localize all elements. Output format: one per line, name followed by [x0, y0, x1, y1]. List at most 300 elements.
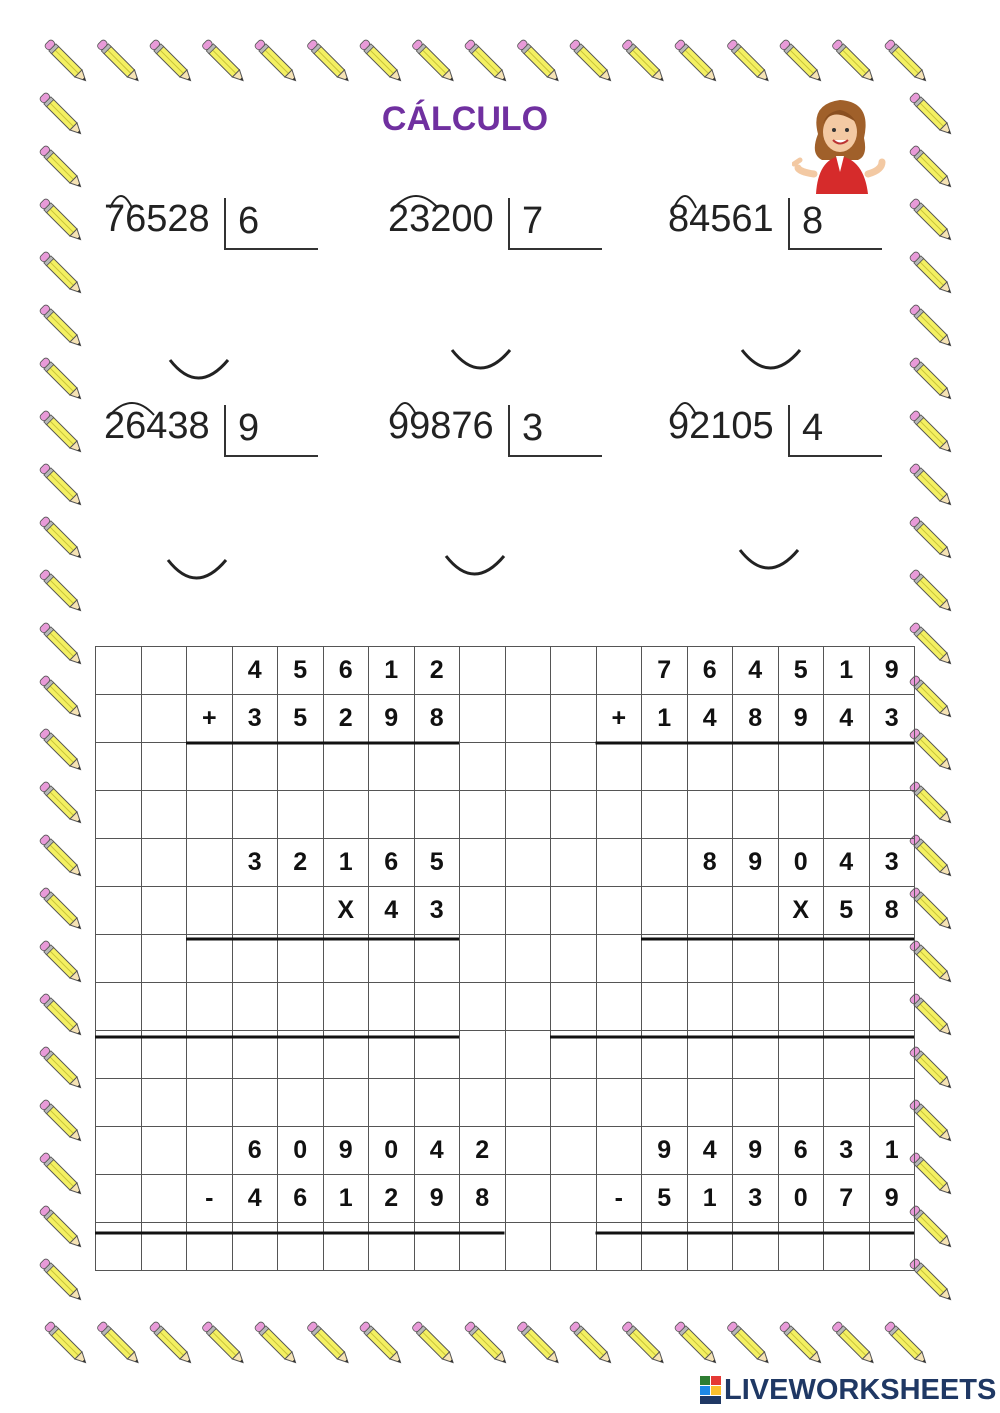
grid-row	[96, 743, 915, 791]
grid-cell: -	[187, 1175, 233, 1223]
pencil-icon	[149, 39, 194, 84]
pencil-icon	[39, 1258, 84, 1303]
grid-cell	[551, 1223, 597, 1271]
grid-cell	[232, 983, 278, 1031]
grid-cell: 4	[687, 695, 733, 743]
grid-cell	[96, 743, 142, 791]
grid-cell	[187, 1031, 233, 1079]
grid-cell: 3	[869, 695, 915, 743]
grid-cell: +	[187, 695, 233, 743]
grid-cell: 9	[414, 1175, 460, 1223]
division-problem	[104, 198, 334, 358]
pencil-icon	[39, 781, 84, 826]
pencil-icon	[909, 993, 954, 1038]
pencil-icon	[909, 834, 954, 879]
grid-cell	[187, 935, 233, 983]
grid-cell: 1	[323, 1175, 369, 1223]
grid-cell	[505, 1127, 551, 1175]
pencil-icon	[39, 251, 84, 296]
pencil-icon	[201, 39, 246, 84]
operations-grid	[95, 646, 915, 1271]
divisor: 7	[522, 200, 544, 242]
grid-cell	[96, 839, 142, 887]
grid-cell: 7	[824, 1175, 870, 1223]
pencil-icon	[39, 887, 84, 932]
grid-cell	[278, 935, 324, 983]
pencil-icon	[909, 145, 954, 190]
grid-cell: 8	[460, 1175, 506, 1223]
grid-cell	[141, 1223, 187, 1271]
pencil-icon	[831, 39, 876, 84]
grid-cell	[778, 983, 824, 1031]
grid-cell	[414, 983, 460, 1031]
grid-cell	[141, 695, 187, 743]
pencil-icon	[39, 728, 84, 773]
grid-cell	[141, 983, 187, 1031]
grid-cell: 8	[869, 887, 915, 935]
pencil-icon	[831, 1321, 876, 1366]
remainder-arc-icon	[450, 346, 514, 376]
grid-cell	[687, 887, 733, 935]
grid-cell: 4	[232, 647, 278, 695]
grid-cell: 4	[733, 647, 779, 695]
remainder-arc-icon	[444, 552, 508, 582]
grid-cell	[232, 1031, 278, 1079]
grid-cell	[323, 983, 369, 1031]
division-problem	[388, 198, 618, 358]
pencil-icon	[909, 304, 954, 349]
grid-cell	[869, 1031, 915, 1079]
grid-cell	[278, 1223, 324, 1271]
grid-cell	[278, 1031, 324, 1079]
grid-cell: 9	[642, 1127, 688, 1175]
grid-cell	[824, 1079, 870, 1127]
pencil-icon	[464, 39, 509, 84]
division-problem	[668, 198, 898, 358]
pencil-icon	[96, 1321, 141, 1366]
grid-cell: 2	[460, 1127, 506, 1175]
pencil-icon	[411, 39, 456, 84]
grid-cell	[96, 1079, 142, 1127]
grid-cell	[505, 1175, 551, 1223]
grid-row	[96, 1127, 915, 1175]
grid-cell	[642, 935, 688, 983]
division-problem	[104, 405, 334, 565]
grid-cell	[505, 1031, 551, 1079]
pencil-icon	[39, 1046, 84, 1091]
pencil-icon	[359, 39, 404, 84]
grid-cell: 0	[778, 839, 824, 887]
grid-cell	[187, 1079, 233, 1127]
grid-cell	[596, 839, 642, 887]
grid-cell	[141, 1079, 187, 1127]
divisor: 9	[238, 407, 260, 449]
grid-cell	[551, 887, 597, 935]
remainder-arc-icon	[738, 546, 802, 576]
grid-cell	[369, 791, 415, 839]
grid-cell: 6	[778, 1127, 824, 1175]
grid-cell	[505, 935, 551, 983]
dividend: 92105	[668, 405, 774, 447]
grid-cell: 6	[323, 647, 369, 695]
grid-cell	[141, 887, 187, 935]
dividend: 23200	[388, 198, 494, 240]
grid-cell	[869, 1223, 915, 1271]
grid-cell	[232, 791, 278, 839]
pencil-icon	[39, 622, 84, 667]
pencil-icon	[621, 1321, 666, 1366]
grid-cell	[642, 887, 688, 935]
grid-cell	[642, 743, 688, 791]
grid-cell: 9	[733, 839, 779, 887]
grid-cell	[551, 695, 597, 743]
grid-cell	[232, 935, 278, 983]
grid-cell	[323, 935, 369, 983]
grid-cell	[596, 791, 642, 839]
grid-cell: 9	[323, 1127, 369, 1175]
grid-row	[96, 1031, 915, 1079]
division-bracket-horizontal	[788, 455, 882, 457]
grid-cell: 3	[232, 839, 278, 887]
grid-cell	[778, 743, 824, 791]
dividend: 99876	[388, 405, 494, 447]
pencil-icon	[464, 1321, 509, 1366]
grid-cell	[278, 791, 324, 839]
grid-cell	[687, 1079, 733, 1127]
pencil-icon	[909, 728, 954, 773]
pencil-icon	[569, 39, 614, 84]
grid-cell	[96, 1031, 142, 1079]
grid-cell: 5	[278, 647, 324, 695]
pencil-icon	[306, 1321, 351, 1366]
grid-row	[96, 647, 915, 695]
grid-cell	[687, 935, 733, 983]
grid-cell	[460, 1079, 506, 1127]
pencil-icon	[39, 198, 84, 243]
grid-cell	[687, 791, 733, 839]
grid-cell	[596, 1223, 642, 1271]
grid-cell: 9	[869, 1175, 915, 1223]
grid-cell	[460, 743, 506, 791]
grid-cell	[278, 887, 324, 935]
pencil-icon	[44, 1321, 89, 1366]
pencil-icon	[96, 39, 141, 84]
grid-cell	[187, 887, 233, 935]
grid-cell	[323, 1031, 369, 1079]
grid-cell	[733, 983, 779, 1031]
remainder-arc-icon	[166, 556, 230, 586]
grouping-arc-icon	[390, 186, 440, 210]
grouping-arc-icon	[390, 393, 440, 417]
grid-cell	[687, 743, 733, 791]
grid-cell	[323, 1223, 369, 1271]
division-problem	[668, 405, 898, 565]
grid-cell	[642, 1079, 688, 1127]
grid-cell	[824, 983, 870, 1031]
grid-cell	[869, 791, 915, 839]
grid-cell: 7	[642, 647, 688, 695]
grid-cell	[187, 983, 233, 1031]
grid-cell	[96, 887, 142, 935]
grid-cell	[369, 983, 415, 1031]
pencil-icon	[909, 887, 954, 932]
grid-cell	[323, 1079, 369, 1127]
grid-cell: 5	[824, 887, 870, 935]
grid-cell	[733, 1031, 779, 1079]
grid-cell	[687, 983, 733, 1031]
pencil-icon	[726, 39, 771, 84]
grid-cell: 5	[414, 839, 460, 887]
grid-cell: 0	[369, 1127, 415, 1175]
grid-cell	[187, 647, 233, 695]
grid-cell	[460, 1223, 506, 1271]
grid-cell	[733, 1079, 779, 1127]
grid-cell: 3	[824, 1127, 870, 1175]
teacher-avatar-icon	[792, 94, 888, 196]
grid-cell	[323, 743, 369, 791]
grid-cell	[642, 1223, 688, 1271]
grid-cell	[141, 647, 187, 695]
grid-cell	[687, 1031, 733, 1079]
grid-cell	[869, 1079, 915, 1127]
pencil-icon	[306, 39, 351, 84]
division-bracket-vertical	[788, 405, 790, 455]
grid-cell	[733, 1223, 779, 1271]
grid-cell	[642, 983, 688, 1031]
grid-cell	[96, 983, 142, 1031]
grid-cell	[551, 1079, 597, 1127]
grid-cell	[369, 743, 415, 791]
grid-cell	[596, 1079, 642, 1127]
dividend: 26438	[104, 405, 210, 447]
pencil-icon	[909, 1258, 954, 1303]
pencil-icon	[779, 1321, 824, 1366]
grid-cell	[369, 935, 415, 983]
grid-cell	[869, 983, 915, 1031]
grid-cell	[505, 1079, 551, 1127]
grid-cell	[824, 743, 870, 791]
grid-cell: -	[596, 1175, 642, 1223]
grid-cell	[141, 839, 187, 887]
grid-cell	[460, 935, 506, 983]
grid-cell	[596, 983, 642, 1031]
pencil-icon	[621, 39, 666, 84]
grid-cell: X	[323, 887, 369, 935]
pencil-icon	[909, 1046, 954, 1091]
grid-cell: X	[778, 887, 824, 935]
grid-cell	[278, 983, 324, 1031]
grouping-arc-icon	[670, 186, 720, 210]
grid-cell	[551, 743, 597, 791]
pencil-icon	[909, 675, 954, 720]
grid-cell	[642, 791, 688, 839]
grid-cell	[505, 695, 551, 743]
grid-cell	[460, 791, 506, 839]
grid-cell: 8	[687, 839, 733, 887]
grid-cell: 6	[278, 1175, 324, 1223]
grid-cell: 3	[733, 1175, 779, 1223]
grid-cell	[232, 1223, 278, 1271]
grid-row	[96, 935, 915, 983]
grid-cell: 0	[778, 1175, 824, 1223]
grid-cell	[141, 935, 187, 983]
pencil-icon	[39, 834, 84, 879]
pencil-icon	[39, 940, 84, 985]
grid-cell	[778, 791, 824, 839]
pencil-icon	[909, 1205, 954, 1250]
pencil-icon	[726, 1321, 771, 1366]
grid-cell	[187, 791, 233, 839]
grid-cell	[96, 1175, 142, 1223]
grid-cell: 8	[733, 695, 779, 743]
grid-cell	[642, 1031, 688, 1079]
grid-row	[96, 695, 915, 743]
grid-cell	[323, 791, 369, 839]
grid-row	[96, 983, 915, 1031]
grid-row	[96, 1223, 915, 1271]
grid-cell: 2	[278, 839, 324, 887]
grid-cell	[232, 1079, 278, 1127]
pencil-icon	[569, 1321, 614, 1366]
grid-cell	[232, 743, 278, 791]
division-bracket-vertical	[508, 405, 510, 455]
pencil-icon	[909, 410, 954, 455]
grid-cell: 6	[232, 1127, 278, 1175]
grid-cell: 4	[232, 1175, 278, 1223]
pencil-icon	[884, 1321, 929, 1366]
grid-row	[96, 887, 915, 935]
pencil-icon	[39, 1205, 84, 1250]
grid-row	[96, 839, 915, 887]
grid-cell	[187, 743, 233, 791]
grid-cell: 3	[869, 839, 915, 887]
division-bracket-vertical	[224, 198, 226, 248]
division-bracket-horizontal	[508, 248, 602, 250]
footer-brand-text: LIVEWORKSHEETS	[724, 1374, 997, 1406]
grid-cell: +	[596, 695, 642, 743]
pencil-icon	[39, 357, 84, 402]
grid-cell	[414, 935, 460, 983]
grid-cell: 1	[369, 647, 415, 695]
grid-cell	[141, 1127, 187, 1175]
pencil-icon	[44, 39, 89, 84]
grid-cell: 4	[824, 695, 870, 743]
grid-cell: 5	[778, 647, 824, 695]
dividend: 76528	[104, 198, 210, 240]
grid-cell	[687, 1223, 733, 1271]
grid-cell	[596, 743, 642, 791]
grid-row	[96, 1175, 915, 1223]
grid-cell	[551, 1031, 597, 1079]
divisor: 8	[802, 200, 824, 242]
grid-cell	[96, 935, 142, 983]
grid-cell: 3	[414, 887, 460, 935]
grid-cell: 9	[733, 1127, 779, 1175]
page-title: CÁLCULO	[381, 100, 549, 138]
grid-cell	[414, 791, 460, 839]
pencil-icon	[201, 1321, 246, 1366]
grid-cell	[824, 1031, 870, 1079]
pencil-icon	[411, 1321, 456, 1366]
grid-cell	[141, 743, 187, 791]
grid-cell	[596, 887, 642, 935]
grid-cell: 4	[687, 1127, 733, 1175]
grid-cell	[551, 839, 597, 887]
divisor: 3	[522, 407, 544, 449]
grid-cell	[505, 791, 551, 839]
dividend: 84561	[668, 198, 774, 240]
grid-cell	[551, 791, 597, 839]
pencil-icon	[674, 39, 719, 84]
pencil-icon	[884, 39, 929, 84]
grid-cell	[414, 1079, 460, 1127]
grid-cell	[96, 695, 142, 743]
pencil-icon	[39, 463, 84, 508]
grid-cell	[414, 1223, 460, 1271]
grid-cell	[505, 1223, 551, 1271]
grid-cell	[733, 935, 779, 983]
grid-cell	[460, 647, 506, 695]
grid-row	[96, 791, 915, 839]
grid-cell: 4	[414, 1127, 460, 1175]
grid-cell: 5	[278, 695, 324, 743]
grid-cell	[551, 983, 597, 1031]
pencil-icon	[909, 251, 954, 296]
pencil-icon	[909, 622, 954, 667]
grid-cell	[96, 1223, 142, 1271]
pencil-icon	[39, 675, 84, 720]
grid-cell	[551, 1127, 597, 1175]
grid-cell	[460, 983, 506, 1031]
pencil-icon	[39, 993, 84, 1038]
grid-cell	[414, 743, 460, 791]
grid-cell	[869, 743, 915, 791]
grid-cell	[596, 647, 642, 695]
grid-cell	[141, 1175, 187, 1223]
grid-cell	[596, 1031, 642, 1079]
pencil-icon	[909, 1152, 954, 1197]
grid-cell: 6	[687, 647, 733, 695]
grouping-arc-icon	[106, 186, 156, 210]
grid-cell	[869, 935, 915, 983]
division-bracket-horizontal	[224, 248, 318, 250]
division-bracket-vertical	[508, 198, 510, 248]
pencil-icon	[909, 463, 954, 508]
division-problem	[388, 405, 618, 565]
pencil-icon	[909, 1099, 954, 1144]
remainder-arc-icon	[168, 356, 232, 386]
grid-cell	[187, 1223, 233, 1271]
pencil-icon	[39, 569, 84, 614]
pencil-icon	[909, 198, 954, 243]
grid-cell: 5	[642, 1175, 688, 1223]
grid-cell	[96, 1127, 142, 1175]
divisor: 4	[802, 407, 824, 449]
division-bracket-horizontal	[508, 455, 602, 457]
grid-cell: 4	[824, 839, 870, 887]
grid-cell: 2	[414, 647, 460, 695]
pencil-icon	[149, 1321, 194, 1366]
grid-cell: 9	[869, 647, 915, 695]
grid-cell	[551, 647, 597, 695]
grid-cell	[596, 1127, 642, 1175]
grid-cell	[505, 839, 551, 887]
pencil-icon	[516, 1321, 561, 1366]
grid-cell	[141, 1031, 187, 1079]
grid-cell	[824, 1223, 870, 1271]
grid-cell	[551, 935, 597, 983]
grouping-arc-icon	[106, 393, 156, 417]
